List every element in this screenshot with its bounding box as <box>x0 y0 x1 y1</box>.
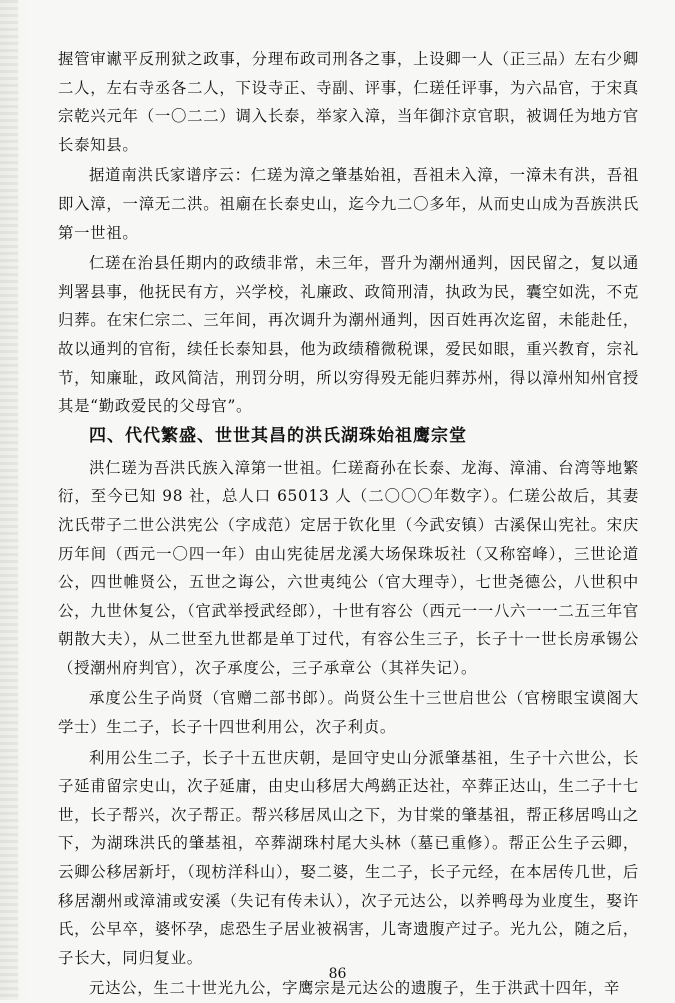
page-number: 86 <box>328 966 347 982</box>
scan-left-edge <box>0 0 18 1000</box>
paragraph-1: 握管审谳平反刑狱之政事，分理布政司刑各之事，上设卿一人（正三品）左右少卿二人，左右寺丞各二人，下设寺正、寺副、评事，仁瑳任评事，为六品官，于宋真宗乾兴元年（一〇二二）调入长泰，举家入漳，当年御汴京官职，被调任为地方官长泰知县。 <box>58 50 639 154</box>
paragraph-2: 据道南洪氏家谱序云：仁瑳为漳之肇基始祖，吾祖未入漳，一漳未有洪，吾祖即入漳，一漳无二洪。祖廟在长泰史山，迄今九二〇多年，从而史山成为吾族洪氏第一世祖。 <box>58 166 639 242</box>
section-title: 四、代代繁盛、世世其昌的洪氏湖珠始祖鹰宗堂 <box>89 425 467 446</box>
paragraph-6: 利用公生二子，长子十五世庆朝，是回守史山分派肇基祖，生子十六世公，长子延甫留宗史山，次子延庸，由史山移居大鸬鹚正达社，卒葬正达山，生二子十七世，长子帮兴，次子帮正。帮兴移居凤山之下，为甘棠的肇基祖，帮正移居鸣山之下，为湖珠洪氏的肇基祖，卒葬湖珠村尾大头林（墓已重修）。帮正公生子云卿，云卿公移居新圩，（现枋洋科山），娶二婆，生二子，长子元经，在本居传几世，后移居潮州或漳浦或安溪（失记有传未认），次子元达公，以养鸭母为业度生，娶许氏，公早卒，婆怀孕，虑恐生子居业被祸害，儿寄遗腹产过子。光九公，随之后，子长大，同归复业。 <box>58 748 639 967</box>
paragraph-7: 元达公，生二十世光九公，字鹰宗是元达公的遗腹子，生于洪武十四年，辛 <box>89 979 620 998</box>
paragraph-3: 仁瑳在治县任期内的政绩非常，未三年，晋升为潮州通判，因民留之，复以通判署县事，他抚民有方，兴学校，礼廉政、政简刑清，执政为民，囊空如洗，不克归葬。在宋仁宗二、三年间，再次调升为潮州通判，因百姓再次迄留，未能赴任，故以通判的官衔，续任长泰知县，他为政绩稽微税课，爱民如眼，重兴教育，宗礼节，知廉耻，政风简洁，刑罚分明，所以穷得殁无能归葬苏州，得以漳州知州官授其是“勤政爱民的父母官”。 <box>58 254 639 416</box>
paragraph-5: 承度公生子尚贤（官赠二部书郎）。尚贤公生十三世启世公（官榜眼宝谟阁大学士）生二子，长子十四世利用公，次子利贞。 <box>58 689 639 737</box>
paragraph-4: 洪仁瑳为吾洪氏族入漳第一世祖。仁瑳裔孙在长泰、龙海、漳浦、台湾等地繁衍，至今已知 98 社，总人口 65013 人（二〇〇〇年数字）。仁瑳公故后，其妻沈氏带子二世公洪宪公（字成范）定居于钦化里（今武安镇）古溪保山宪社。宋庆历年间（西元一〇四一年）由山宪徒居龙溪大场保珠坂社（又称窑峰），三世论道公，四世帷贤公，五世之诲公，六世夷纯公（官大理寺），七世尧德公，八世积中公，九世休复公，（官武举授武经郎），十世有容公（西元一一八六一一二五三年官朝散大夫），从二世至九世都是单丁过代，有容公生三子，长子十一世长房承锡公（授潮州府判官），次子承度公，三子承章公（其祥失记）。 <box>58 458 639 677</box>
